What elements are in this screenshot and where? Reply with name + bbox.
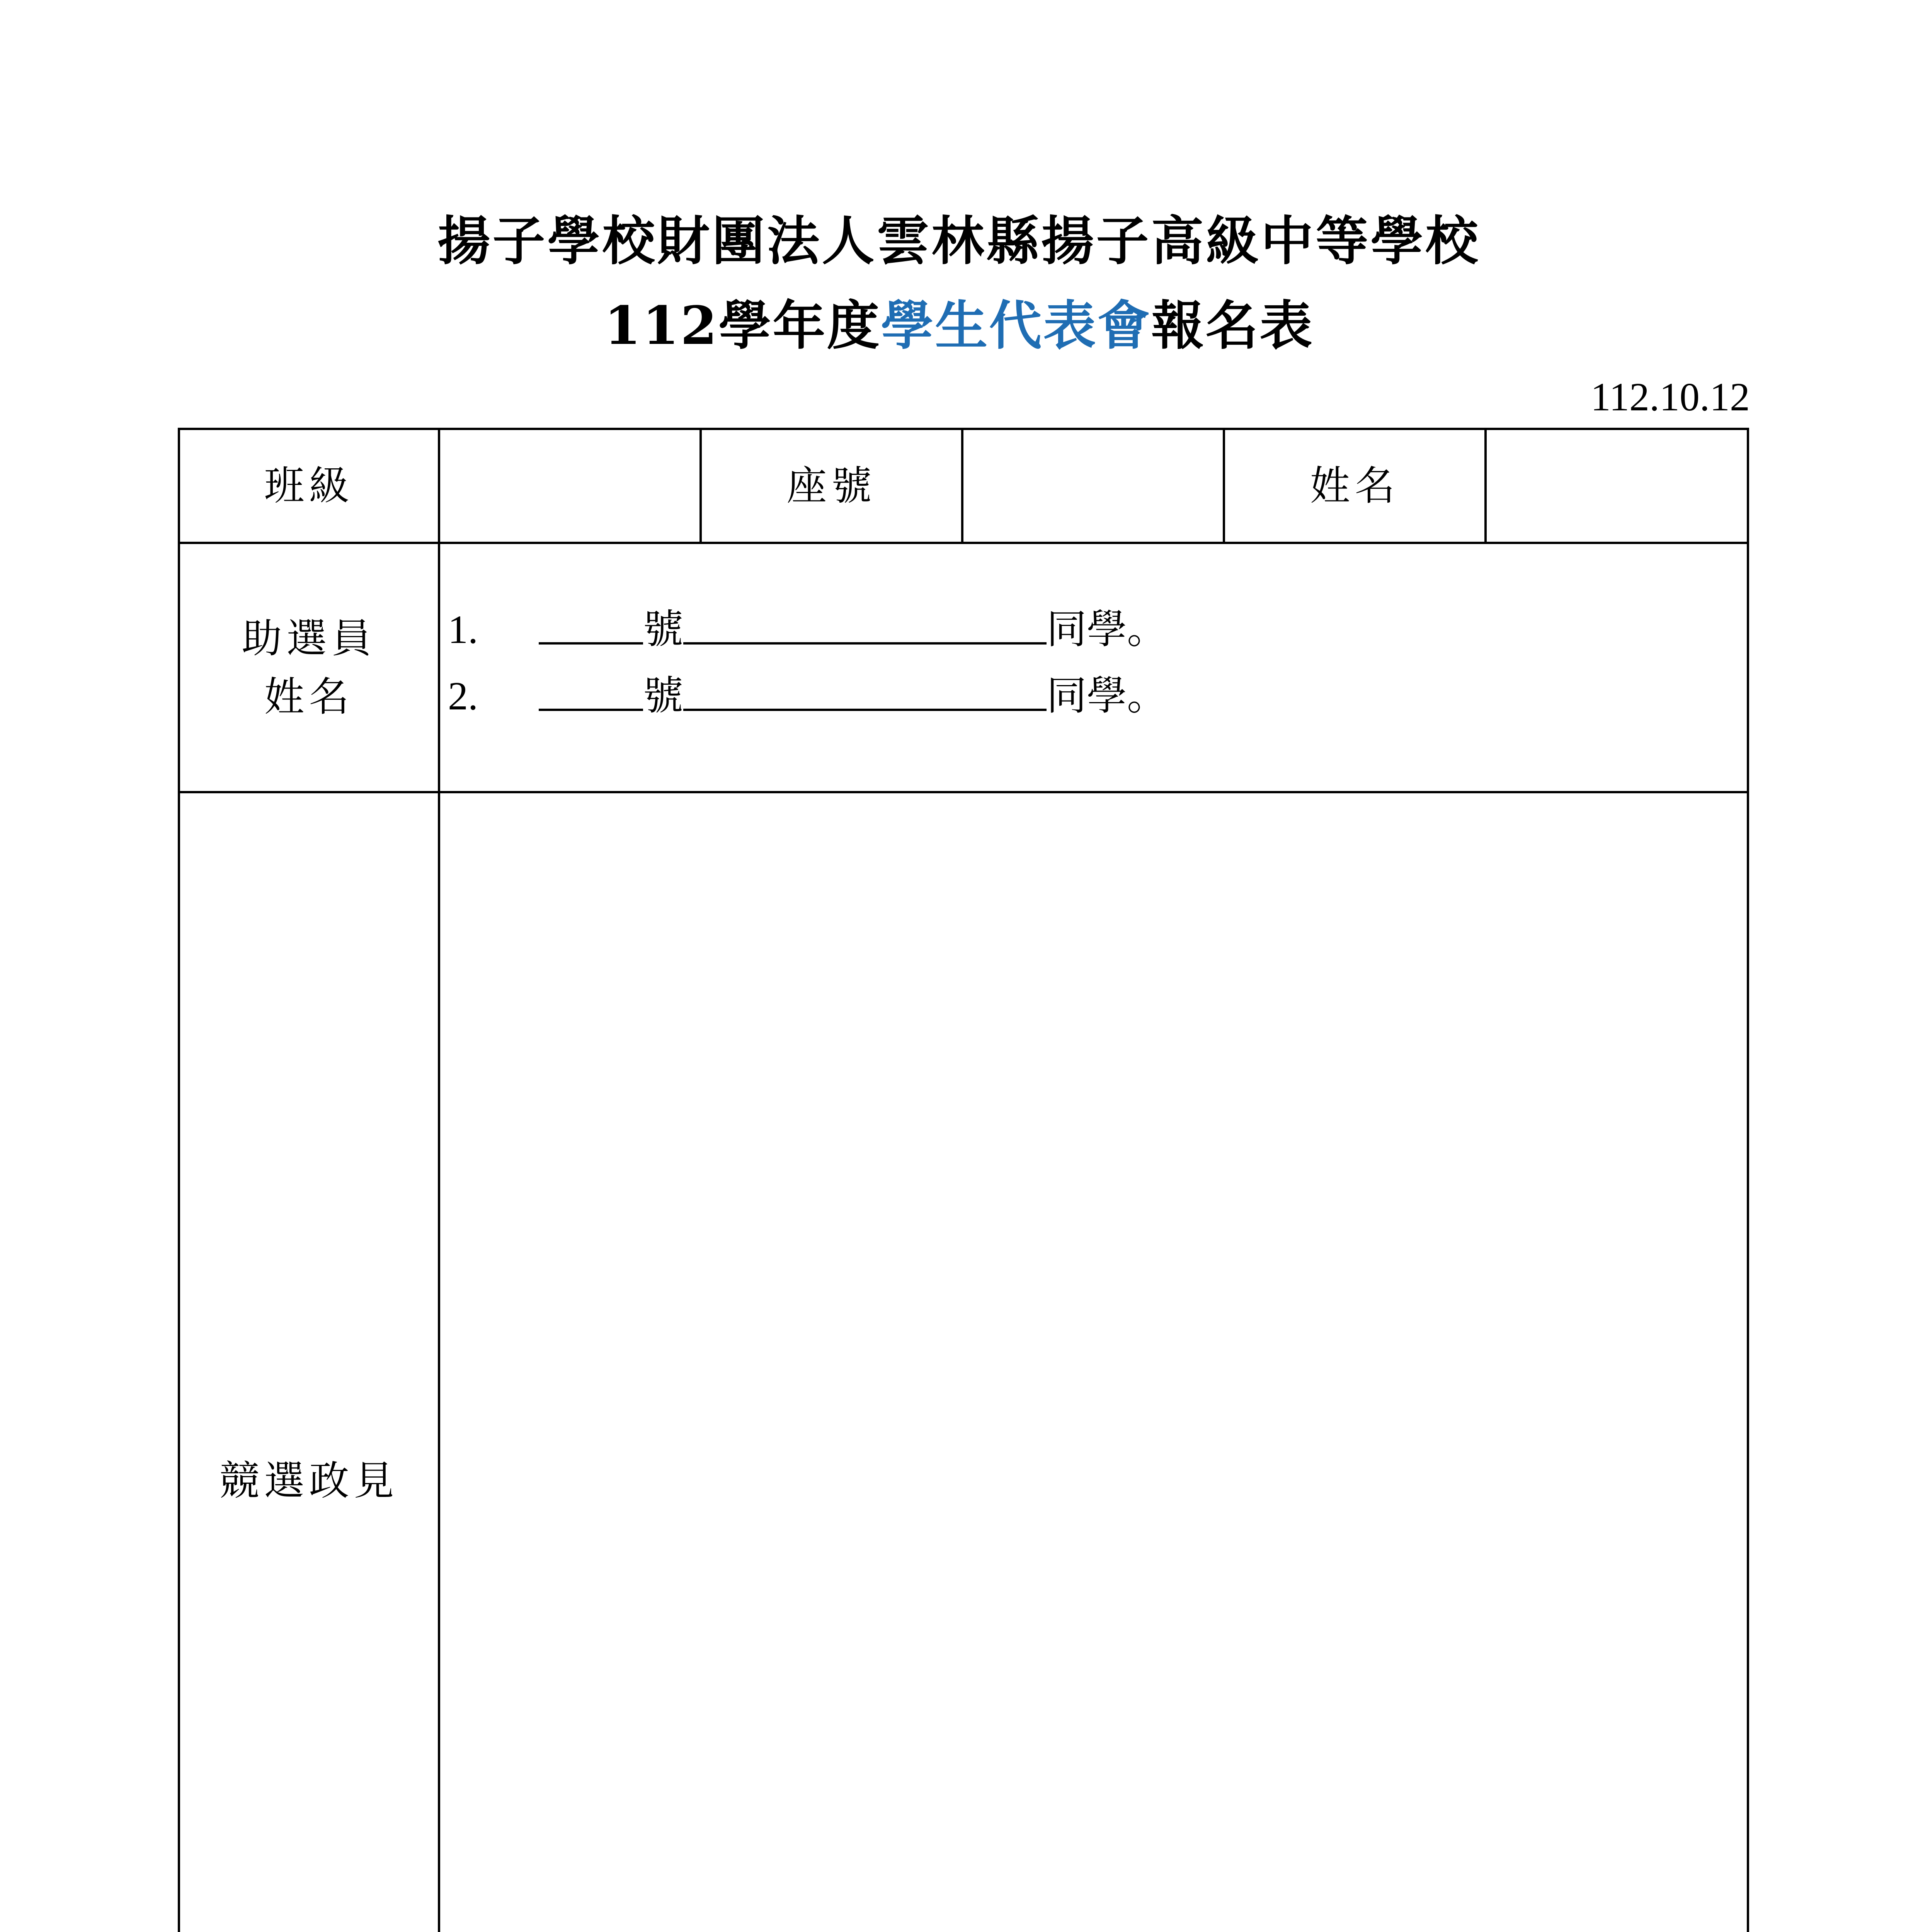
helper-seat-blank[interactable] <box>539 678 643 711</box>
class-label: 班級 <box>179 429 439 543</box>
helpers-field <box>439 543 1748 792</box>
helper-name-suffix: 同學。 <box>1047 605 1167 653</box>
helper-line-1 <box>448 596 1747 663</box>
helper-line-2 <box>448 663 1747 729</box>
helper-number: 2. <box>448 674 478 718</box>
helper-seat-suffix: 號 <box>643 672 684 719</box>
platform-field[interactable] <box>439 792 1748 1932</box>
basic-info-row <box>179 429 1748 543</box>
form-title-highlight: 學生代表會 <box>881 295 1152 357</box>
form-date: 112.10.12 <box>1590 375 1750 419</box>
document-title: 揚子學校財團法人雲林縣揚子高級中等學校 <box>437 210 1481 272</box>
helper-seat-blank[interactable] <box>539 611 643 645</box>
seat-label: 座號 <box>701 429 962 543</box>
helper-seat-suffix: 號 <box>643 605 684 653</box>
platform-label: 競選政見 <box>179 792 439 1932</box>
helper-name-blank[interactable] <box>683 611 1047 645</box>
helper-name-suffix: 同學。 <box>1047 672 1167 719</box>
platform-row <box>179 792 1748 1932</box>
form-title <box>0 295 1918 357</box>
registration-table <box>178 428 1749 1932</box>
helper-name-blank[interactable] <box>683 678 1047 711</box>
helpers-label <box>179 543 439 792</box>
helpers-row <box>179 543 1748 792</box>
class-field[interactable] <box>439 429 701 543</box>
seat-field[interactable] <box>962 429 1224 543</box>
form-title-prefix: 112學年度 <box>604 295 881 357</box>
name-field[interactable] <box>1486 429 1748 543</box>
name-label: 姓名 <box>1224 429 1486 543</box>
helpers-label-line1: 助選員 <box>242 614 376 662</box>
helpers-label-line2: 姓名 <box>264 673 354 720</box>
helper-number: 1. <box>448 607 478 652</box>
form-title-suffix: 報名表 <box>1151 295 1314 357</box>
